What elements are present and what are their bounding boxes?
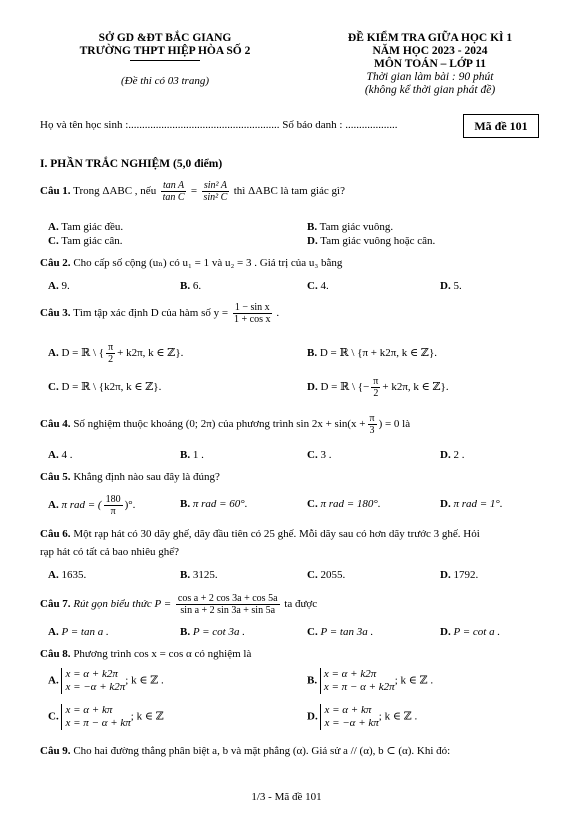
q6-option-c (307, 569, 345, 581)
exam-code-box: Mã đề 101 (463, 114, 539, 138)
option-letter: A. (48, 499, 59, 512)
eq-line: x = −α + kπ (324, 717, 379, 729)
q1-eq: = (190, 185, 198, 198)
option-letter: D. (440, 498, 451, 510)
option-text: Tam giác đều. (61, 221, 124, 233)
time-limit: Thời gian làm bài : 90 phút (366, 71, 494, 83)
q1-label: Câu 1. (40, 185, 71, 198)
frac-num: cos a + 2 cos 3a + cos 5a (177, 593, 278, 604)
q4-option-c (307, 449, 331, 461)
q8-a-system (61, 668, 125, 694)
option-letter: B. (307, 221, 318, 233)
question-8 (40, 648, 251, 660)
option-text: 4. (320, 280, 329, 292)
option-letter: B. (180, 449, 191, 461)
q8-option-a (48, 668, 164, 694)
q7-label: Câu 7. (40, 598, 71, 611)
option-letter: C. (48, 381, 59, 393)
q5-a-fraction (104, 494, 123, 517)
q1-post: thì ΔABC là tam giác gì? (233, 185, 345, 198)
option-letter: A. (48, 347, 59, 360)
option-text: 9. (61, 280, 70, 292)
option-letter: B. (180, 626, 191, 638)
eq-line: x = −α + k2π (65, 681, 126, 693)
option-text: Tam giác cân. (61, 235, 123, 247)
q2-option-d (440, 280, 462, 292)
exam-title: ĐỀ KIỂM TRA GIỮA HỌC KÌ 1 (347, 32, 513, 44)
q4-pre: Số nghiệm thuộc khoảng (0; 2π) của phương trình sin 2x + sin(x + (73, 418, 366, 431)
question-3 (40, 302, 279, 325)
option-text: ; k ∈ ℤ . (378, 710, 418, 723)
q1-f1-den: tan C (162, 192, 185, 203)
q8-option-d (307, 704, 417, 730)
q5-label: Câu 5. (40, 471, 71, 483)
pages-note: (Đề thi có 03 trang) (121, 75, 209, 87)
option-text: 6. (192, 280, 202, 292)
option-letter: A. (48, 221, 59, 233)
q1-option-a (48, 221, 123, 233)
option-text: ; k ∈ ℤ (130, 710, 164, 723)
question-4 (40, 413, 410, 436)
q5-option-c (307, 498, 381, 510)
q2-option-b (180, 280, 201, 292)
frac-den: 3 (369, 425, 375, 436)
q1-fraction-2 (202, 180, 229, 203)
q8-option-b (307, 668, 433, 694)
q3-option-a (48, 342, 183, 365)
q1-option-d (307, 235, 435, 247)
option-text: P = cot a . (453, 626, 501, 638)
option-letter: C. (48, 710, 59, 723)
option-text: 2 . (453, 449, 465, 461)
option-letter: A. (48, 449, 59, 461)
q3-pre: Tìm tập xác định D của hàm số y = (73, 307, 229, 320)
q1-f2-den: sin² C (203, 192, 228, 203)
header-right (300, 32, 560, 97)
option-letter: B. (307, 347, 318, 359)
q6-option-d (440, 569, 478, 581)
option-letter: D. (440, 280, 451, 292)
option-text: π rad = 180°. (320, 498, 381, 510)
q6-label: Câu 6. (40, 528, 71, 540)
question-1 (40, 180, 345, 203)
q8-label: Câu 8. (40, 648, 71, 660)
option-text: 4 . (61, 449, 73, 461)
option-text: P = tan a . (61, 626, 109, 638)
option-letter: D. (440, 569, 451, 581)
option-text: )°. (124, 499, 136, 512)
option-letter: D. (307, 381, 318, 394)
page-footer: 1/3 - Mã đề 101 (251, 791, 322, 803)
option-text: + k2π, k ∈ ℤ}. (117, 347, 184, 360)
option-text: 2055. (320, 569, 346, 581)
frac-num: π (108, 342, 114, 353)
q9-text: Cho hai đường thẳng phân biệt a, b và mặt phẳng (α). Giả sử a // (α), b ⊂ (α). Khi đó: (73, 745, 451, 757)
q1-fraction-1 (161, 180, 186, 203)
option-text: 3 . (320, 449, 332, 461)
q2-option-c (307, 280, 329, 292)
option-text: Tam giác vuông hoặc cân. (320, 235, 436, 247)
subject: MÔN TOÁN – LỚP 11 (373, 58, 487, 70)
option-text: P = tan 3a . (320, 626, 374, 638)
q4-label: Câu 4. (40, 418, 71, 431)
q4-option-a (48, 449, 72, 461)
question-2 (40, 256, 342, 269)
q5-option-d (440, 498, 503, 510)
eq-line: x = α + kπ (324, 704, 372, 716)
q4-option-b (180, 449, 204, 461)
q1-f2-num: sin² A (203, 180, 227, 191)
q6-text-2: rạp hát có tất cả bao nhiêu ghế? (40, 546, 179, 558)
q5-option-b (180, 498, 247, 510)
option-letter: C. (48, 235, 59, 247)
option-letter: A. (48, 626, 59, 638)
q3-option-d (307, 376, 449, 399)
option-text: π rad = 1°. (453, 498, 503, 510)
eq-line: x = α + k2π (65, 668, 118, 680)
school-year: NĂM HỌC 2023 - 2024 (372, 45, 488, 57)
option-letter: B. (180, 280, 191, 292)
q3-f-num: 1 − sin x (234, 302, 270, 313)
q8-d-system (320, 704, 378, 730)
q3-option-c (48, 380, 161, 393)
q3-a-fraction (106, 342, 115, 365)
option-text: ; k ∈ ℤ . (125, 674, 164, 687)
option-letter: D. (307, 710, 318, 723)
q1-pre: Trong ΔABC , nếu (73, 185, 157, 198)
q5-text: Khẳng định nào sau đây là đúng? (73, 471, 220, 483)
option-text: 3125. (192, 569, 218, 581)
q8-c-system (61, 704, 130, 730)
section-title: I. PHẦN TRẮC NGHIỆM (5,0 điểm) (40, 158, 223, 170)
q3-d-fraction (371, 376, 380, 399)
eq-line: x = α + kπ (65, 704, 113, 716)
option-letter: C. (307, 626, 318, 638)
option-text: 1792. (453, 569, 479, 581)
q9-label: Câu 9. (40, 745, 71, 757)
q8-option-c (48, 704, 164, 730)
frac-num: π (369, 413, 375, 424)
option-text: D = ℝ \ {π + k2π, k ∈ ℤ}. (319, 347, 437, 359)
q3-label: Câu 3. (40, 307, 71, 320)
q6-option-b (180, 569, 218, 581)
option-text: 1 . (192, 449, 204, 461)
q7-pre: Rút gọn biểu thức P = (73, 598, 172, 611)
time-note: (không kể thời gian phát đề) (364, 84, 496, 96)
option-text: + k2π, k ∈ ℤ}. (382, 381, 449, 394)
eq-line: x = π − α + k2π (323, 681, 395, 693)
q7-option-d (440, 626, 500, 638)
frac-num: 180 (105, 494, 121, 505)
question-9 (40, 744, 450, 757)
q3-fraction (233, 302, 272, 325)
header-underline (130, 60, 200, 61)
option-text: D = ℝ \ {− (320, 381, 370, 394)
option-text: Tam giác vuông. (319, 221, 394, 233)
option-letter: D. (440, 449, 451, 461)
option-text: P = cot 3a . (192, 626, 245, 638)
q7-post: ta được (284, 598, 318, 611)
q3-f-den: 1 + cos x (234, 314, 271, 325)
frac-num: π (373, 376, 379, 387)
header-left (40, 32, 290, 87)
option-letter: B. (180, 498, 191, 510)
q6-text-1: Một rạp hát có 30 dãy ghế, dãy đầu tiên có 25 ghế. Mỗi dãy sau có hơn dãy trước 3 ghế. Hỏi (73, 528, 480, 540)
q1-option-b (307, 221, 393, 233)
school-name: TRƯỜNG THPT HIỆP HÒA SỐ 2 (79, 45, 251, 57)
question-6 (40, 528, 480, 540)
option-text: π rad = 60°. (192, 498, 248, 510)
option-text: 5. (453, 280, 462, 292)
eq-line: x = π − α + kπ (65, 717, 131, 729)
q2-label: Câu 2. (40, 257, 71, 269)
option-letter: D. (440, 626, 451, 638)
option-text: D = ℝ \ {k2π, k ∈ ℤ}. (61, 381, 162, 393)
q4-fraction (368, 413, 377, 436)
option-text: 1635. (61, 569, 87, 581)
option-letter: B. (180, 569, 191, 581)
option-letter: C. (307, 498, 318, 510)
q7-option-b (180, 626, 245, 638)
option-text: D = ℝ \ { (61, 347, 105, 360)
frac-den: 2 (373, 388, 379, 399)
eq-line: x = α + k2π (323, 668, 377, 680)
q5-option-a (48, 494, 135, 517)
q8-text: Phương trình cos x = cos α có nghiệm là (73, 648, 252, 660)
student-info-line: Họ và tên học sinh :....................................................... Số báo danh : ................... (40, 119, 398, 131)
question-5 (40, 471, 220, 483)
question-7 (40, 593, 317, 616)
q1-f1-num: tan A (162, 180, 185, 191)
option-text: ; k ∈ ℤ . (394, 674, 434, 687)
option-letter: A. (48, 674, 59, 687)
option-letter: D. (307, 235, 318, 247)
q7-option-c (307, 626, 373, 638)
frac-den: sin a + 2 sin 3a + sin 5a (180, 605, 276, 616)
department: SỞ GD &ĐT BẮC GIANG (98, 32, 232, 44)
option-letter: C. (307, 569, 318, 581)
q4-post: ) = 0 là (378, 418, 411, 431)
q3-post: . (276, 307, 280, 320)
q7-fraction (176, 593, 280, 616)
q1-option-c (48, 235, 123, 247)
frac-den: 2 (108, 354, 114, 365)
option-letter: C. (307, 449, 318, 461)
q6-option-a (48, 569, 86, 581)
option-text: π rad = ( (61, 499, 102, 512)
frac-den: π (110, 506, 116, 517)
option-letter: A. (48, 280, 59, 292)
q2-option-a (48, 280, 70, 292)
q3-option-b (307, 346, 437, 359)
q2-text: Cho cấp số cộng (uₙ) có u₁ = 1 và u₂ = 3 . Giá trị của u₃ bằng (73, 257, 343, 269)
q8-b-system (320, 668, 395, 694)
option-letter: A. (48, 569, 59, 581)
option-letter: B. (307, 674, 318, 687)
q4-option-d (440, 449, 464, 461)
q7-option-a (48, 626, 109, 638)
option-letter: C. (307, 280, 318, 292)
